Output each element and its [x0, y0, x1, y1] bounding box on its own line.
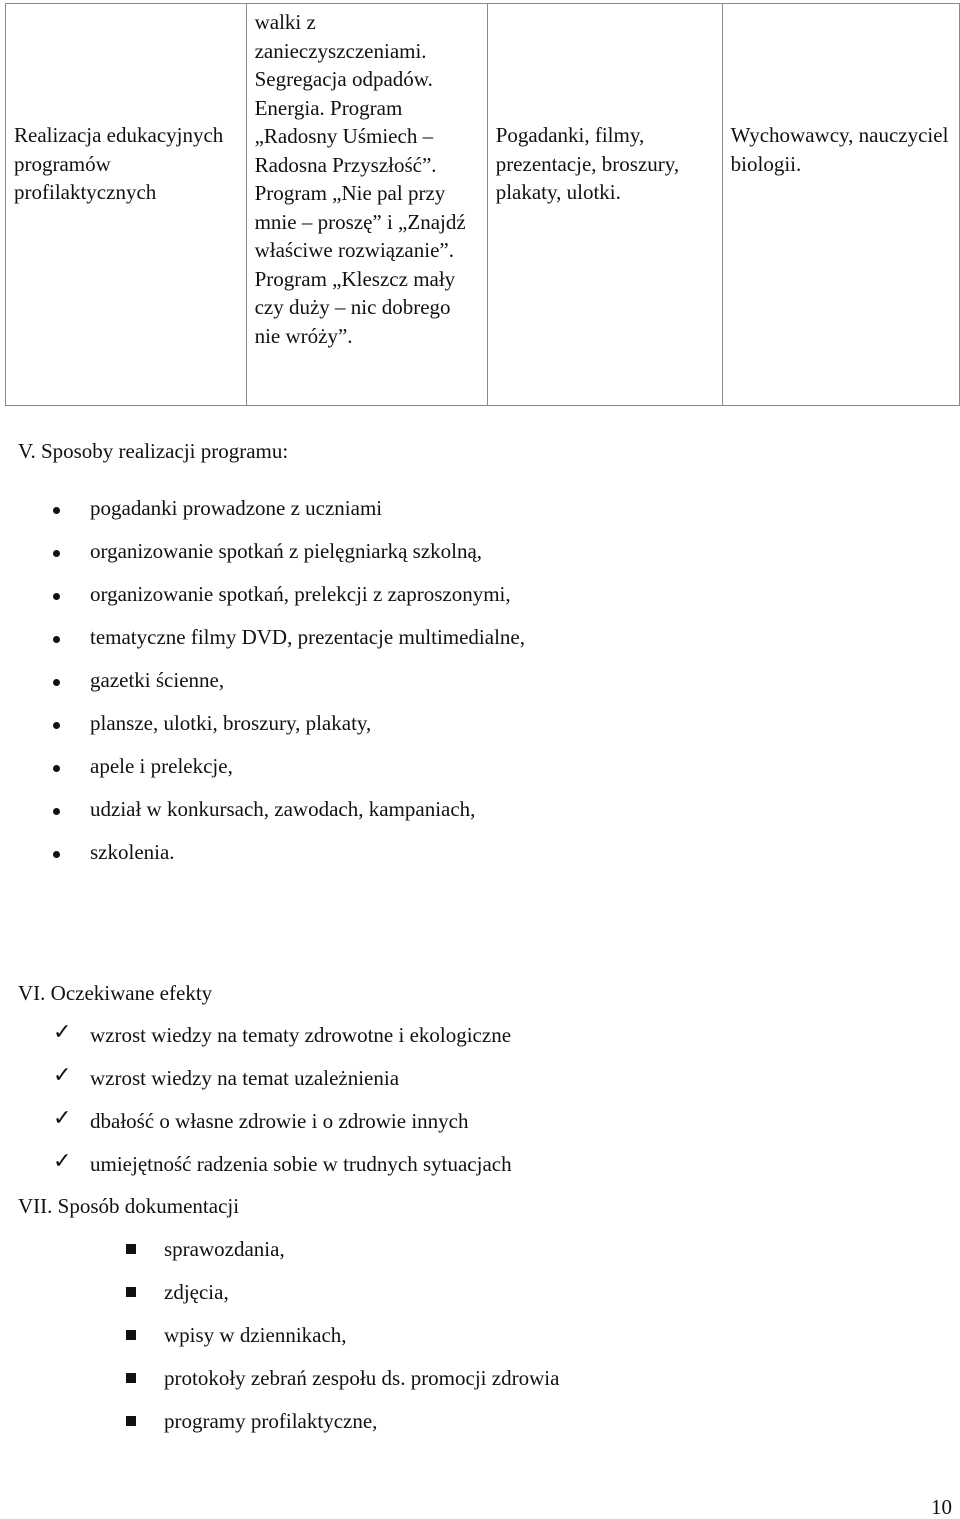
checkmark-icon: ✓ — [53, 1149, 72, 1174]
list-item — [53, 753, 525, 796]
cell-text: Wychowawcy, nauczyciel biologii. — [730, 123, 949, 176]
bullet-square-icon — [126, 1373, 136, 1383]
table-cell-content — [246, 4, 487, 406]
bullet-dot-icon — [53, 593, 60, 600]
list-item — [126, 1236, 559, 1279]
bullet-dot-icon — [53, 636, 60, 643]
bullet-dot-icon — [53, 808, 60, 815]
list-item-text: organizowanie spotkań, prelekcji z zaproszonymi, — [90, 582, 511, 606]
section-6-list — [53, 1022, 512, 1194]
list-item-text: wzrost wiedzy na temat uzależnienia — [90, 1066, 400, 1090]
list-item-text: tematyczne filmy DVD, prezentacje multimedialne, — [90, 625, 525, 649]
page-number: 10 — [931, 1495, 952, 1519]
list-item — [53, 624, 525, 667]
bullet-dot-icon — [53, 765, 60, 772]
list-item-text: wzrost wiedzy na tematy zdrowotne i ekologiczne — [90, 1023, 512, 1047]
list-item — [53, 667, 525, 710]
table-row — [6, 4, 960, 406]
checkmark-icon: ✓ — [53, 1063, 72, 1088]
section-5-list — [53, 495, 525, 882]
bullet-square-icon — [126, 1416, 136, 1426]
list-item-text: pogadanki prowadzone z uczniami — [90, 496, 383, 520]
bullet-dot-icon — [53, 507, 60, 514]
list-item-text: apele i prelekcje, — [90, 754, 233, 778]
list-item-text: wpisy w dziennikach, — [164, 1323, 347, 1347]
list-item — [53, 1065, 512, 1108]
list-item — [53, 839, 525, 882]
table-cell-task — [6, 4, 247, 406]
table-cell-methods — [487, 4, 722, 406]
list-item-text: sprawozdania, — [164, 1237, 285, 1261]
program-table — [5, 3, 960, 406]
list-item-text: gazetki ścienne, — [90, 668, 225, 692]
bullet-square-icon — [126, 1244, 136, 1254]
bullet-dot-icon — [53, 722, 60, 729]
list-item — [53, 1022, 512, 1065]
section-5-heading: V. Sposoby realizacji programu: — [18, 439, 289, 463]
list-item-text: umiejętność radzenia sobie w trudnych sytuacjach — [90, 1152, 512, 1176]
table-cell-responsible — [722, 4, 959, 406]
list-item — [53, 710, 525, 753]
list-item — [126, 1322, 559, 1365]
list-item — [53, 796, 525, 839]
bullet-square-icon — [126, 1287, 136, 1297]
list-item — [126, 1365, 559, 1408]
section-7-list — [126, 1236, 559, 1451]
list-item — [126, 1279, 559, 1322]
list-item-text: plansze, ulotki, broszury, plakaty, — [90, 711, 372, 735]
list-item-text: organizowanie spotkań z pielęgniarką szkolną, — [90, 539, 483, 563]
list-item — [126, 1408, 559, 1451]
checkmark-icon: ✓ — [53, 1020, 72, 1045]
section-7-heading: VII. Sposób dokumentacji — [18, 1194, 240, 1218]
list-item-text: dbałość o własne zdrowie i o zdrowie innych — [90, 1109, 469, 1133]
checkmark-icon: ✓ — [53, 1106, 72, 1131]
list-item-text: udział w konkursach, zawodach, kampaniach, — [90, 797, 476, 821]
list-item — [53, 538, 525, 581]
bullet-dot-icon — [53, 550, 60, 557]
list-item — [53, 581, 525, 624]
list-item — [53, 495, 525, 538]
list-item-text: programy profilaktyczne, — [164, 1409, 378, 1433]
bullet-dot-icon — [53, 679, 60, 686]
cell-text: Realizacja edukacyjnych programów profilaktycznych — [14, 123, 224, 204]
bullet-square-icon — [126, 1330, 136, 1340]
list-item-text: protokoły zebrań zespołu ds. promocji zdrowia — [164, 1366, 560, 1390]
bullet-dot-icon — [53, 851, 60, 858]
list-item-text: szkolenia. — [90, 840, 175, 864]
section-6-heading: VI. Oczekiwane efekty — [18, 981, 213, 1005]
list-item — [53, 1108, 512, 1151]
cell-text: walki z zanieczyszczeniami. Segregacja odpadów. Energia. Program „Radosny Uśmiech – Radosna Przyszłość”. Program „Nie pal przy mnie – proszę” i „Znajdź właściwe rozwiązanie”. Program „Kleszcz mały czy duży – nic dobrego nie wróży”. — [254, 10, 466, 348]
list-item-text: zdjęcia, — [164, 1280, 229, 1304]
list-item — [53, 1151, 512, 1194]
cell-text: Pogadanki, filmy, prezentacje, broszury, plakaty, ulotki. — [495, 123, 680, 204]
